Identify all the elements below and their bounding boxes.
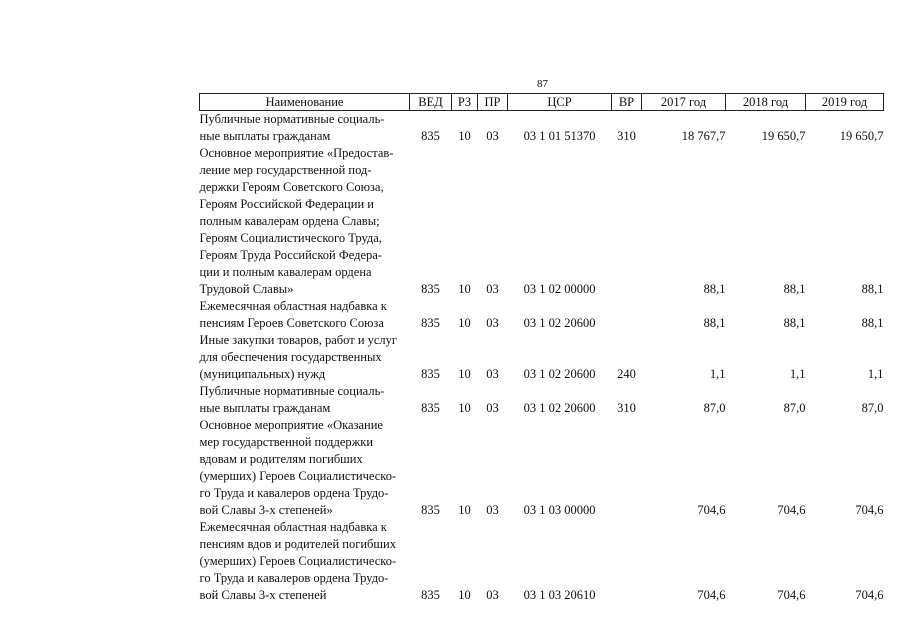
row-name-line: (муниципальных) нужд: [199, 367, 326, 381]
row-name-line: вой Славы 3-х степеней»: [199, 503, 333, 517]
row-name: [200, 383, 410, 417]
cell-vr: 310: [617, 129, 636, 143]
cell-y2017: 88,1: [703, 282, 726, 296]
row-name-line: ление мер государственной под-: [199, 163, 372, 177]
cell-y2018: 88,1: [783, 282, 806, 296]
row-name-line: пенсиям Героев Советского Союза: [199, 316, 384, 330]
table-row: [200, 417, 884, 519]
cell-ved: 835: [421, 129, 440, 143]
cell-csr: 03 1 02 20600: [523, 316, 596, 330]
row-name-line: полным кавалерам ордена Славы;: [199, 214, 380, 228]
row-name: [200, 298, 410, 332]
cell-y2017: 1,1: [709, 367, 726, 381]
table-row: [200, 111, 884, 146]
cell-csr: 03 1 02 00000: [523, 282, 596, 296]
cell-pr: 03: [486, 503, 499, 517]
cell-pr: 03: [486, 367, 499, 381]
cell-y2017: 88,1: [703, 316, 726, 330]
row-name-line: Героям Социалистического Труда,: [199, 231, 382, 245]
cell-y2019: 704,6: [855, 588, 884, 602]
cell-csr: 03 1 02 20600: [523, 367, 596, 381]
row-name: [200, 145, 410, 298]
cell-csr: 03 1 02 20600: [523, 401, 596, 415]
cell-vr: [612, 519, 642, 604]
table-row: [200, 332, 884, 383]
cell-vr: [612, 417, 642, 519]
cell-rz: 10: [458, 367, 471, 381]
cell-y2017: 18 767,7: [681, 129, 726, 143]
row-name-line: го Труда и кавалеров ордена Трудо-: [199, 571, 389, 585]
cell-ved: 835: [421, 588, 440, 602]
row-name-line: ные выплаты гражданам: [199, 129, 331, 143]
row-name-line: го Труда и кавалеров ордена Трудо-: [199, 486, 389, 500]
cell-pr: 03: [486, 588, 499, 602]
row-name-line: (умерших) Героев Социалистическо-: [199, 469, 397, 483]
cell-rz: 10: [458, 282, 471, 296]
row-name-line: держки Героям Советского Союза,: [199, 180, 384, 194]
cell-vr: [612, 145, 642, 298]
cell-pr: 03: [486, 129, 499, 143]
cell-ved: 835: [421, 401, 440, 415]
row-name-line: Основное мероприятие «Оказание: [199, 418, 383, 432]
cell-rz: 10: [458, 129, 471, 143]
cell-y2019: 88,1: [861, 316, 884, 330]
table-header: [200, 94, 884, 111]
cell-y2018: 704,6: [777, 503, 806, 517]
row-name-line: ции и полным кавалерам ордена: [199, 265, 372, 279]
cell-pr: 03: [486, 401, 499, 415]
cell-y2019: 87,0: [861, 401, 884, 415]
table-row: [200, 145, 884, 298]
header-pr: ПР: [478, 94, 508, 111]
row-name-line: для обеспечения государственных: [199, 350, 382, 364]
table-row: [200, 383, 884, 417]
row-name: [200, 111, 410, 146]
cell-vr: 310: [617, 401, 636, 415]
cell-ved: 835: [421, 316, 440, 330]
header-row: [200, 94, 884, 111]
cell-y2017: 704,6: [697, 588, 726, 602]
cell-rz: 10: [458, 588, 471, 602]
cell-ved: 835: [421, 503, 440, 517]
cell-rz: 10: [458, 316, 471, 330]
header-vr: ВР: [612, 94, 642, 111]
cell-rz: 10: [458, 401, 471, 415]
row-name-line: пенсиям вдов и родителей погибших: [199, 537, 396, 551]
cell-y2019: 19 650,7: [839, 129, 884, 143]
cell-y2019: 1,1: [867, 367, 884, 381]
cell-y2017: 87,0: [703, 401, 726, 415]
cell-csr: 03 1 01 51370: [523, 129, 596, 143]
row-name: [200, 519, 410, 604]
table-row: [200, 298, 884, 332]
header-2017: 2017 год: [642, 94, 726, 111]
cell-y2018: 19 650,7: [761, 129, 806, 143]
cell-ved: 835: [421, 282, 440, 296]
row-name-line: вой Славы 3-х степеней: [199, 588, 327, 602]
cell-y2017: 704,6: [697, 503, 726, 517]
header-csr: ЦСР: [508, 94, 612, 111]
cell-y2019: 704,6: [855, 503, 884, 517]
header-ved: ВЕД: [410, 94, 452, 111]
cell-pr: 03: [486, 316, 499, 330]
row-name-line: Основное мероприятие «Предостав-: [199, 146, 394, 160]
header-name: Наименование: [200, 94, 410, 111]
cell-y2018: 1,1: [789, 367, 806, 381]
row-name-line: Героям Российской Федерации и: [199, 197, 374, 211]
row-name-line: ные выплаты гражданам: [199, 401, 331, 415]
cell-csr: 03 1 03 20610: [523, 588, 596, 602]
cell-y2018: 87,0: [783, 401, 806, 415]
cell-rz: 10: [458, 503, 471, 517]
cell-y2018: 88,1: [783, 316, 806, 330]
row-name-line: Трудовой Славы»: [199, 282, 294, 296]
table-row: [200, 519, 884, 604]
cell-csr: 03 1 03 00000: [523, 503, 596, 517]
header-2019: 2019 год: [806, 94, 884, 111]
cell-pr: 03: [486, 282, 499, 296]
row-name-line: мер государственной поддержки: [199, 435, 374, 449]
page-number: 87: [537, 78, 548, 90]
cell-vr: 240: [617, 367, 636, 381]
cell-y2019: 88,1: [861, 282, 884, 296]
row-name-line: Героям Труда Российской Федера-: [199, 248, 382, 262]
row-name-line: Ежемесячная областная надбавка к: [199, 520, 387, 534]
row-name: [200, 332, 410, 383]
row-name-line: Ежемесячная областная надбавка к: [199, 299, 387, 313]
cell-vr: [612, 298, 642, 332]
budget-table: [199, 93, 884, 604]
row-name: [200, 417, 410, 519]
cell-y2018: 704,6: [777, 588, 806, 602]
cell-ved: 835: [421, 367, 440, 381]
header-rz: РЗ: [452, 94, 478, 111]
row-name-line: Публичные нормативные социаль-: [199, 384, 385, 398]
row-name-line: (умерших) Героев Социалистическо-: [199, 554, 397, 568]
row-name-line: Иные закупки товаров, работ и услуг: [199, 333, 398, 347]
header-2018: 2018 год: [726, 94, 806, 111]
row-name-line: вдовам и родителям погибших: [199, 452, 363, 466]
table-body: [200, 111, 884, 605]
row-name-line: Публичные нормативные социаль-: [199, 112, 385, 126]
